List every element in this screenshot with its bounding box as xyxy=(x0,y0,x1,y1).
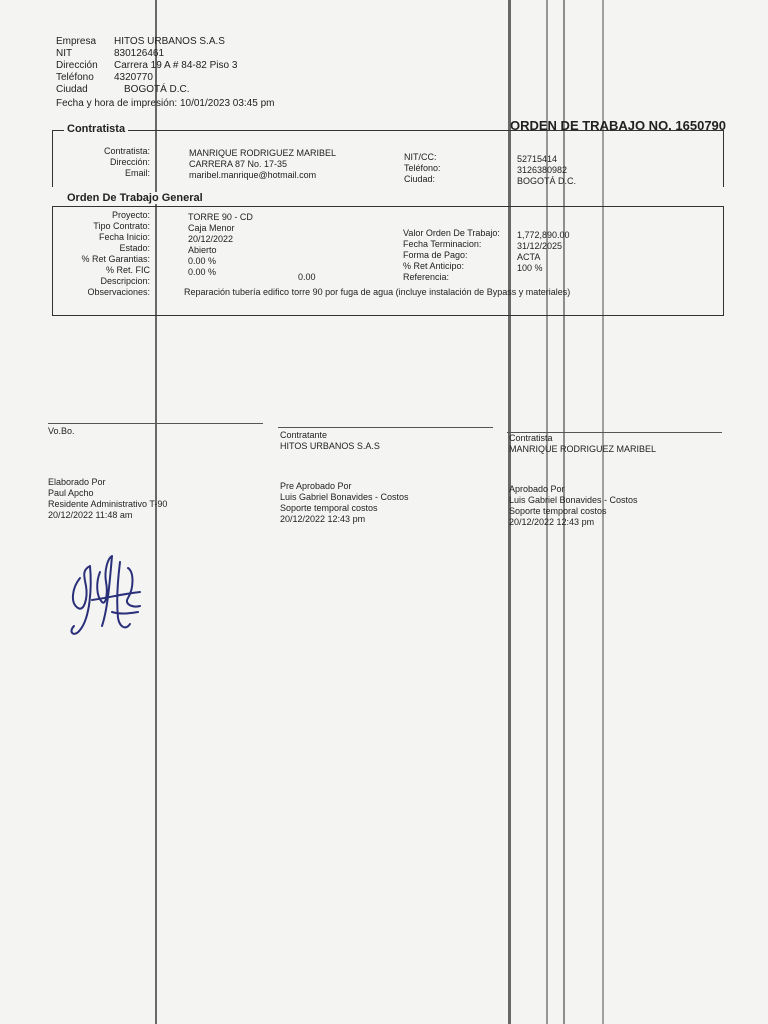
vobo-label: Vo.Bo. xyxy=(48,426,75,436)
direccion-label: Dirección xyxy=(56,60,98,71)
contratista-right-labels xyxy=(404,152,441,185)
contratante-line xyxy=(278,427,493,428)
fecha-inicio-label: Fecha Inicio: xyxy=(98,232,150,242)
contratista-section-title: Contratista xyxy=(64,123,128,135)
contratista-firma-label: Contratista xyxy=(509,433,553,443)
elaborado-date: 20/12/2022 11:48 am xyxy=(48,510,133,520)
ret-fic-label: % Ret. FIC xyxy=(105,265,150,275)
forma-pago-label: Forma de Pago: xyxy=(403,250,468,260)
direccion-value: Carrera 19 A # 84-82 Piso 3 xyxy=(114,60,238,71)
contratista-firma-name: MANRIQUE RODRIGUEZ MARIBEL xyxy=(509,444,657,454)
contratista-right-values xyxy=(517,154,576,187)
direccion-label: Dirección: xyxy=(109,157,150,167)
contratante-label: Contratante xyxy=(280,430,328,440)
descripcion-value: Reparación tubería edifico torre 90 por fuga de agua (incluye instalación de Bypass y materiales) xyxy=(184,287,571,297)
orden-right-labels xyxy=(403,228,500,283)
pre-aprobado-block xyxy=(280,481,409,525)
observaciones-label: Observaciones: xyxy=(87,287,150,297)
orden-general-section-title: Orden De Trabajo General xyxy=(64,192,206,204)
elaborado-block xyxy=(48,477,167,521)
empresa-value: HITOS URBANOS S.A.S xyxy=(114,36,225,47)
aprobado-label: Aprobado Por xyxy=(509,484,565,494)
nit-label: NIT xyxy=(56,48,73,59)
ret-anticipo-value: 100 % xyxy=(517,263,543,273)
tipo-contrato-value: Caja Menor xyxy=(188,223,235,233)
tipo-contrato-label: Tipo Contrato: xyxy=(93,221,150,231)
contratista-name: MANRIQUE RODRIGUEZ MARIBEL xyxy=(189,148,337,158)
ret-fic-value: 0.00 % xyxy=(188,267,217,277)
contratista-label: Contratista: xyxy=(103,146,150,156)
aprobado-name: Luis Gabriel Bonavides - Costos xyxy=(509,495,638,505)
pre-aprobado-name: Luis Gabriel Bonavides - Costos xyxy=(280,492,409,502)
ciudad-value: BOGOTÁ D.C. xyxy=(517,176,577,186)
elaborado-label: Elaborado Por xyxy=(48,477,106,487)
ret-anticipo-label: % Ret Anticipo: xyxy=(403,261,465,271)
ciudad-label: Ciudad: xyxy=(404,174,436,184)
nit-value: 830126461 xyxy=(114,48,165,59)
forma-pago-value: ACTA xyxy=(517,252,541,262)
fecha-inicio-value: 20/12/2022 xyxy=(188,234,234,244)
descripcion-label: Descripcion: xyxy=(100,276,150,286)
ret-garantias-value: 0.00 % xyxy=(188,256,217,266)
empresa-label: Empresa xyxy=(56,36,97,47)
vobo-line xyxy=(48,423,263,424)
contratante-name: HITOS URBANOS S.A.S xyxy=(280,441,380,451)
pre-aprobado-date: 20/12/2022 12:43 pm xyxy=(280,514,366,524)
telefono-label: Teléfono xyxy=(56,72,94,83)
elaborado-role: Residente Administrativo T-90 xyxy=(48,499,168,509)
valor-orden-value: 1,772,890.00 xyxy=(517,230,570,240)
proyecto-value: TORRE 90 - CD xyxy=(188,212,253,222)
ciudad-label: Ciudad xyxy=(56,84,88,95)
fecha-terminacion-label: Fecha Terminacion: xyxy=(403,239,482,249)
telefono-value: 4320770 xyxy=(114,72,153,83)
empresa-values xyxy=(114,36,237,96)
pre-aprobado-role: Soporte temporal costos xyxy=(280,503,378,513)
telefono-label: Teléfono: xyxy=(404,163,441,173)
ret-garantias-label: % Ret Garantias: xyxy=(81,254,150,264)
fecha-impresion: Fecha y hora de impresión: 10/01/2023 03:45 pm xyxy=(56,98,275,109)
valor-orden-label: Valor Orden De Trabajo: xyxy=(403,228,500,238)
nitcc-label: NIT/CC: xyxy=(404,152,437,162)
aprobado-role: Soporte temporal costos xyxy=(509,506,607,516)
contratista-direccion: CARRERA 87 No. 17-35 xyxy=(189,159,288,169)
pre-aprobado-label: Pre Aprobado Por xyxy=(280,481,352,491)
fecha-terminacion-value: 31/12/2025 xyxy=(517,241,563,251)
contratista-box xyxy=(52,130,724,187)
orden-general-box xyxy=(52,206,724,316)
empresa-labels xyxy=(56,36,98,96)
telefono-value: 3126380982 xyxy=(517,165,568,175)
orden-left-values xyxy=(188,212,253,278)
elaborado-name: Paul Apcho xyxy=(48,488,94,498)
orden-left-labels xyxy=(74,210,150,298)
handwritten-signature xyxy=(62,548,162,648)
ret-fic-extra: 0.00 xyxy=(298,272,316,282)
email-label: Email: xyxy=(124,168,150,178)
aprobado-block xyxy=(509,484,638,528)
contratista-firma-block xyxy=(509,433,656,455)
nitcc-value: 52715414 xyxy=(517,154,558,164)
contratante-block xyxy=(280,430,380,452)
contratista-email: maribel.manrique@hotmail.com xyxy=(189,170,317,180)
ciudad-value: BOGOTÁ D.C. xyxy=(124,84,190,95)
estado-value: Abierto xyxy=(188,245,217,255)
contratista-left-labels xyxy=(78,146,150,179)
aprobado-date: 20/12/2022 12:43 pm xyxy=(509,517,595,527)
estado-label: Estado: xyxy=(119,243,150,253)
contratista-left-values xyxy=(189,148,336,181)
orden-title: ORDEN DE TRABAJO NO. 1650790 xyxy=(510,118,727,133)
proyecto-label: Proyecto: xyxy=(111,210,150,220)
orden-right-values xyxy=(517,230,570,274)
referencia-label: Referencia: xyxy=(403,272,450,282)
